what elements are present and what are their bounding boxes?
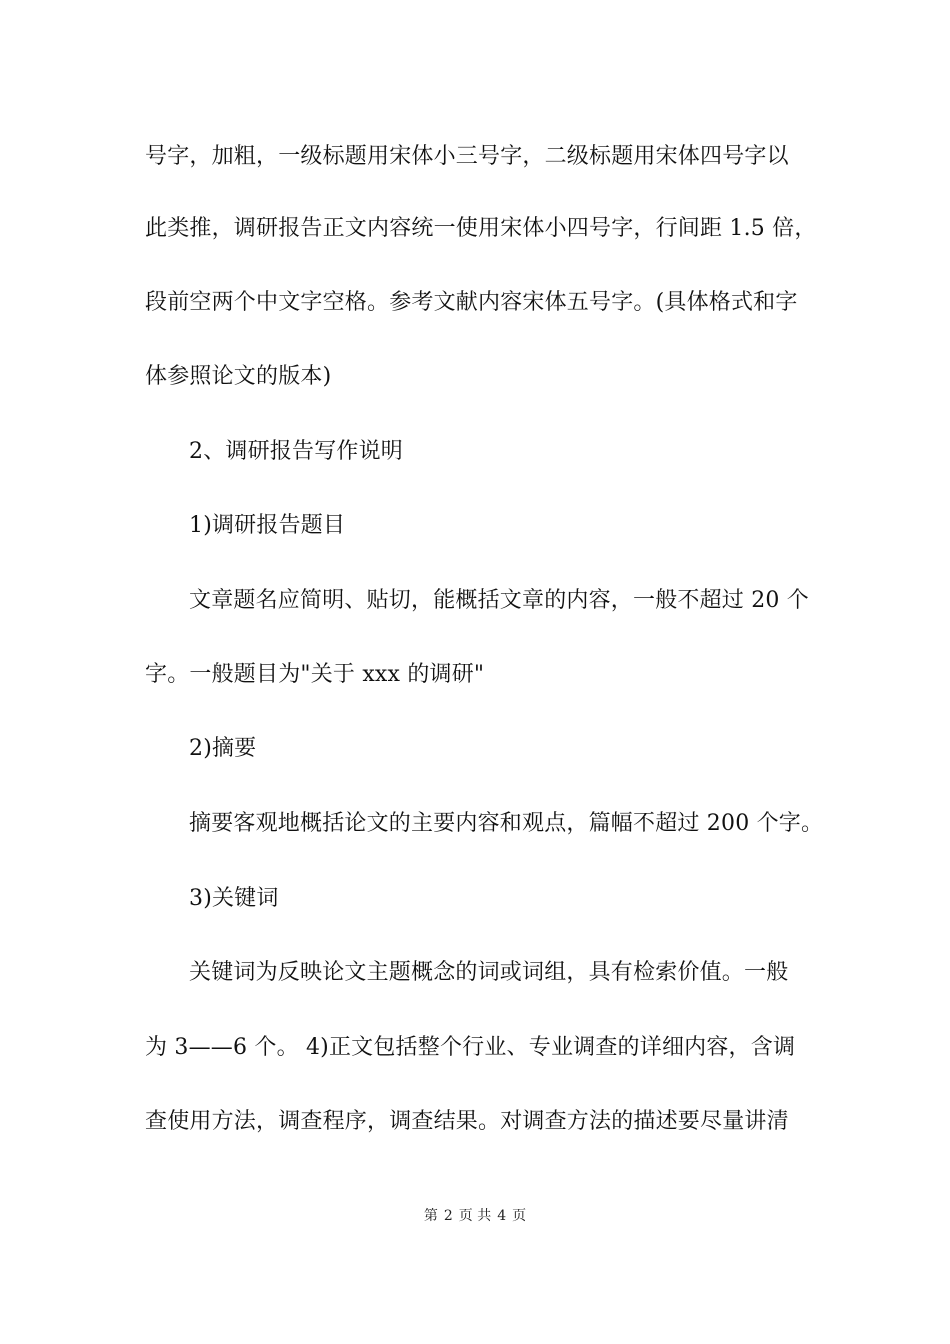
footer-middle: 页 共 [458,1208,492,1224]
page-total: 4 [497,1208,507,1224]
page-number: 2 [443,1208,453,1224]
subsection-heading: 1)调研报告题目 [189,513,346,538]
paragraph-line: 为 3——6 个。 4)正文包括整个行业、专业调查的详细内容，含调 [145,1035,796,1060]
paragraph-line: 查使用方法，调查程序，调查结果。对调查方法的描述要尽量讲清 [145,1109,789,1134]
subsection-heading: 3)关键词 [189,886,279,911]
paragraph-line: 关键词为反映论文主题概念的词或词组，具有检索价值。一般 [189,960,789,985]
subsection-heading: 2)摘要 [189,736,257,761]
footer-suffix: 页 [512,1208,527,1224]
footer-prefix: 第 [423,1208,438,1224]
paragraph-line: 摘要客观地概括论文的主要内容和观点，篇幅不超过 200 个字。 [189,811,824,836]
paragraph-line: 文章题名应简明、贴切，能概括文章的内容，一般不超过 20 个 [189,588,809,613]
paragraph-line: 字。一般题目为"关于 xxx 的调研" [145,662,485,687]
text-line: 体参照论文的版本) [145,364,332,389]
text-line: 号字，加粗，一级标题用宋体小三号字，二级标题用宋体四号字以 [145,144,789,169]
section-heading: 2、调研报告写作说明 [189,439,403,464]
page-footer [0,1206,950,1226]
text-line: 此类推，调研报告正文内容统一使用宋体小四号字，行间距 1.5 倍， [145,216,817,241]
text-line: 段前空两个中文字空格。参考文献内容宋体五号字。(具体格式和字 [145,290,798,315]
